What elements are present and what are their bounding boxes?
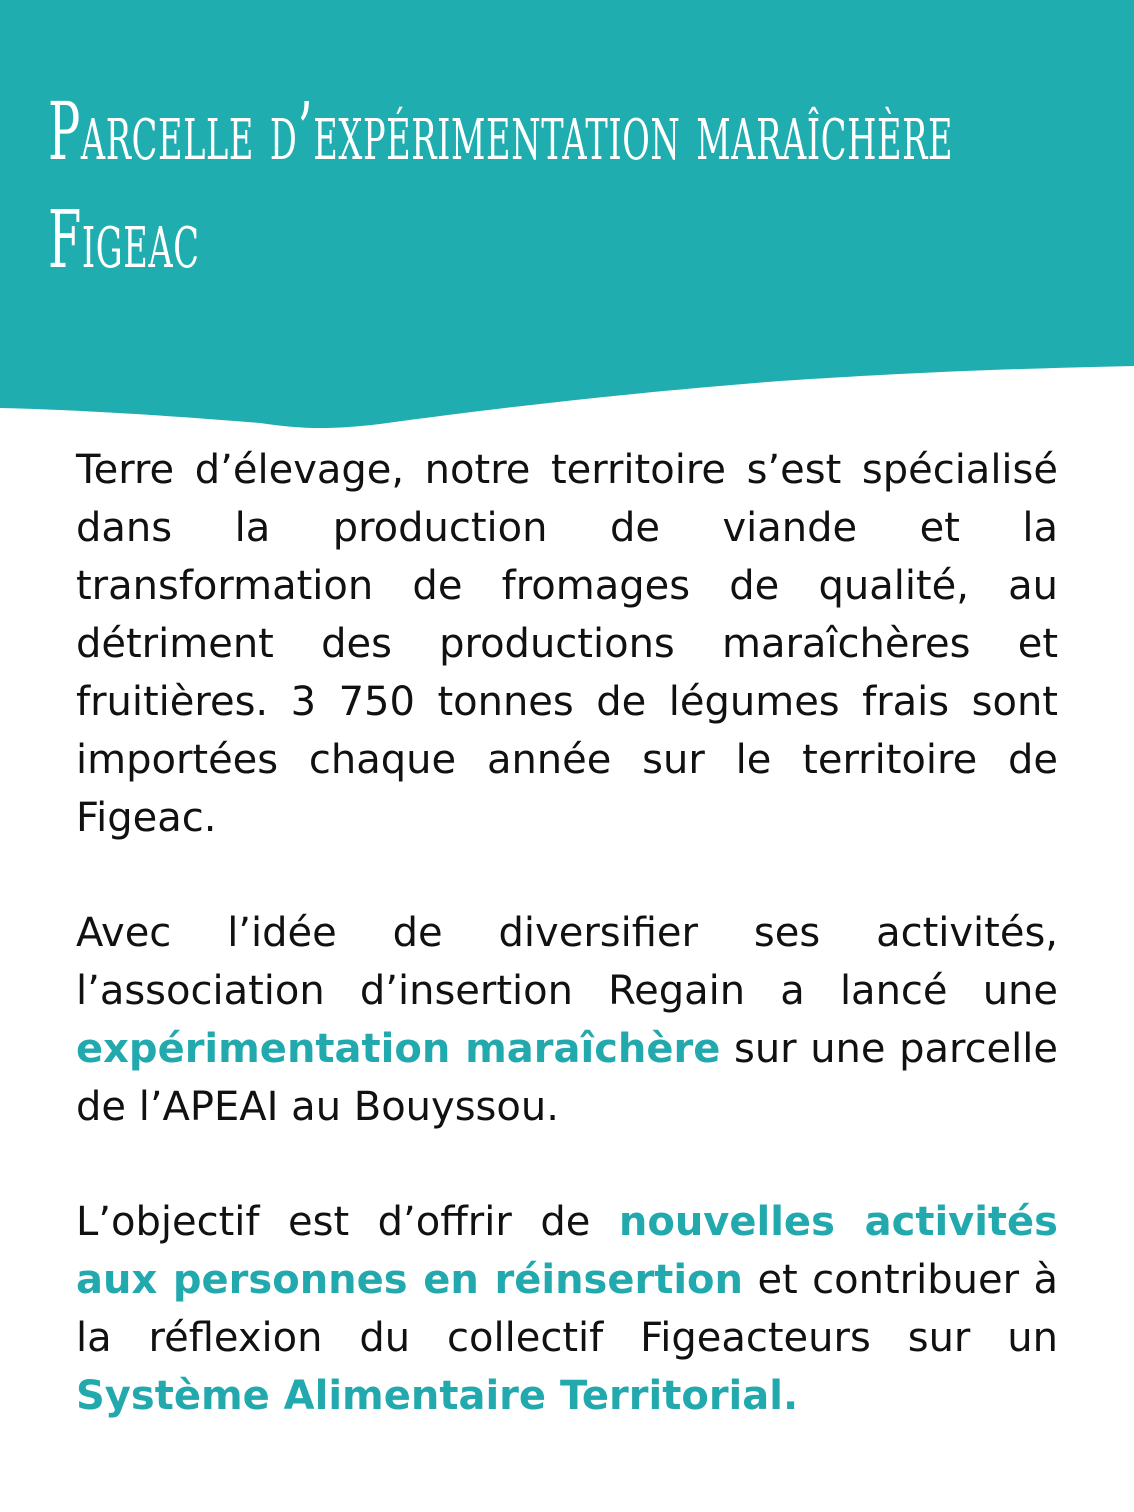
paragraph-initiative	[76, 904, 1058, 1136]
highlight-experimentation: expérimentation maraîchère	[76, 1026, 721, 1072]
paragraph-context: Terre d’élevage, notre territoire s’est spécialisé dans la production de viande et la transformation de fromages de qualité, au détriment des productions maraîchères et fruitières. 3 750 tonnes de légumes frais sont importées chaque année sur le territoire de Figeac.	[76, 447, 1058, 841]
title-line-2: Figeac	[48, 193, 200, 286]
paragraph-objective-text-b: et contribuer à la réflexion du collectif Figeacteurs sur un	[76, 1257, 1058, 1361]
paragraph-initiative-text-b: sur une parcelle de l’APEAI au Bouyssou.	[76, 1026, 1059, 1130]
header-banner	[0, 0, 1134, 440]
highlight-new-activities: nouvelles activités aux personnes en réinsertion	[76, 1199, 1058, 1303]
paragraph-objective-text-a: L’objectif est d’offrir de	[76, 1199, 619, 1245]
paragraph-initiative-text-a: Avec l’idée de diversifier ses activités, l’association d’insertion Regain a lancé une	[76, 910, 1058, 1014]
page-title	[48, 78, 954, 294]
highlight-food-system: Système Alimentaire Territorial.	[76, 1373, 799, 1419]
title-line-1: Parcelle d’expérimentation maraîchère	[48, 85, 954, 178]
paragraph-objective	[76, 1193, 1058, 1425]
body-content	[76, 441, 1058, 1482]
